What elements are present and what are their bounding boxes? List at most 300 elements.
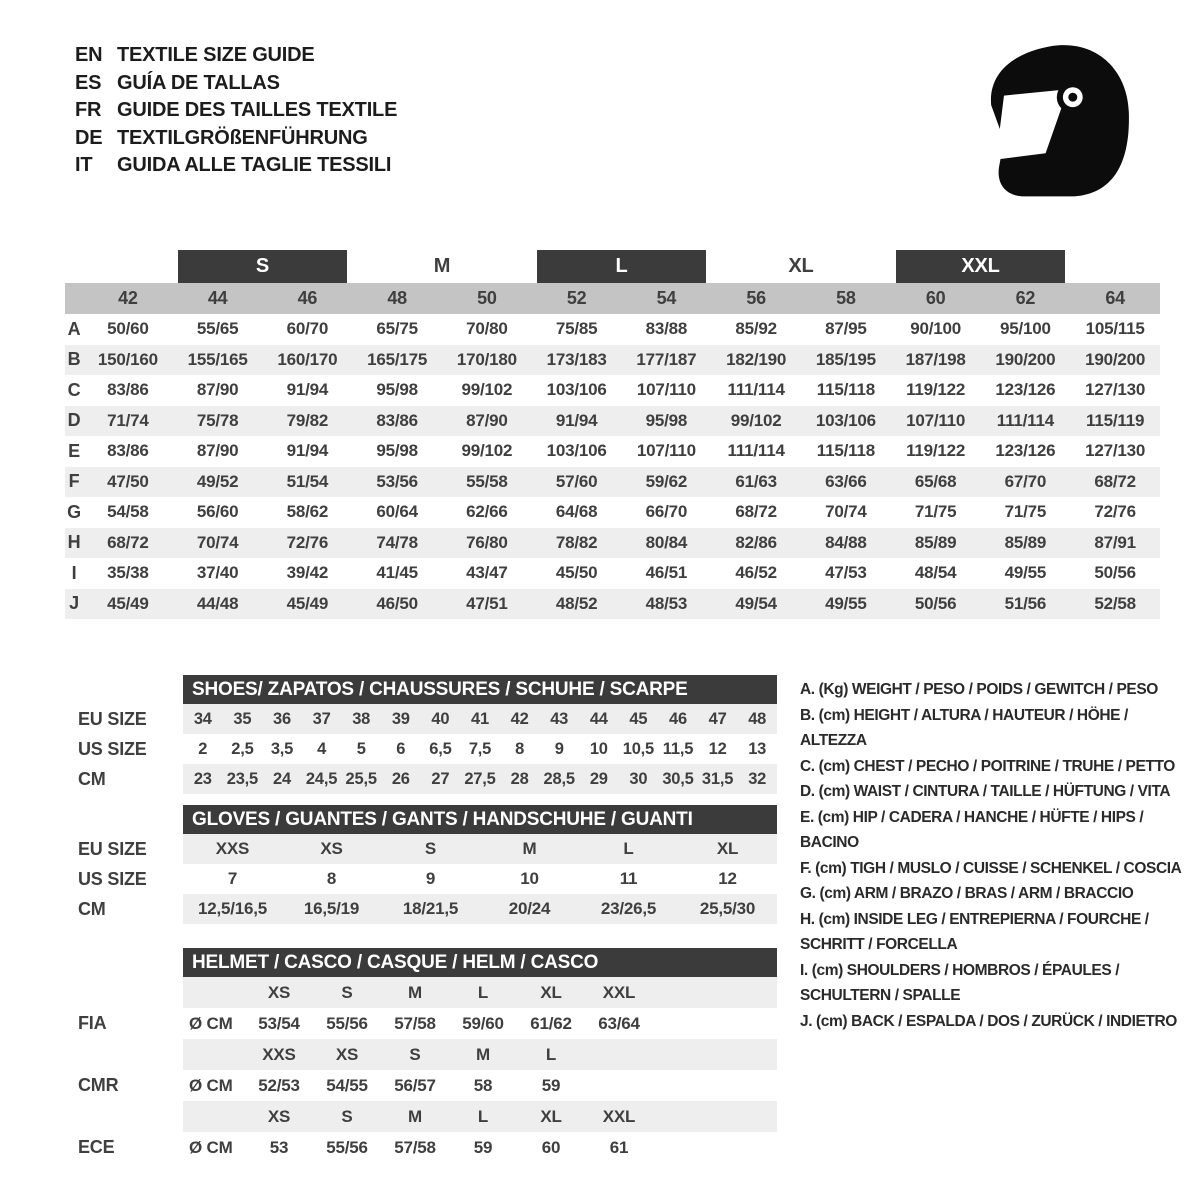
size-table-row [65, 467, 1160, 498]
size-value-cell: 51/54 [286, 471, 329, 491]
helmet-size-value: 54/55 [326, 1075, 368, 1095]
size-value-cell: 57/60 [555, 471, 598, 491]
size-value-cell: 45/49 [286, 593, 329, 613]
language-row [75, 152, 397, 180]
helmet-table-row [78, 1039, 783, 1070]
language-code: DE [75, 126, 103, 149]
helmet-size-value: S [341, 1106, 353, 1126]
language-row [75, 125, 397, 153]
size-value-cell: 75/78 [196, 410, 239, 430]
legend-item: E. (cm) HIP / CADERA / HANCHE / HÜFTE / HIPS / BACINO [800, 808, 1144, 851]
size-value-cell: 76/80 [466, 532, 508, 552]
size-value-cell: 85/92 [735, 319, 777, 339]
row-label: EU SIZE [78, 838, 147, 859]
shoe-size-value: 24,5 [305, 769, 338, 788]
helmet-size-value: XXS [262, 1044, 296, 1064]
row-values [183, 764, 777, 794]
guide-title: GUÍA DE TALLAS [117, 71, 280, 94]
helmet-size-value: 61/62 [530, 1013, 572, 1033]
shoe-size-value: 48 [748, 709, 767, 728]
helmet-size-value: 59 [473, 1137, 493, 1157]
size-value-cell: 80/84 [645, 532, 688, 552]
shoe-size-value: 25,5 [345, 769, 377, 788]
size-value-cell: 103/106 [815, 410, 876, 430]
size-value-cell: 91/94 [555, 410, 598, 430]
size-table-row [65, 589, 1160, 620]
size-value-cell: 74/78 [376, 532, 418, 552]
size-group-label: XXL [896, 250, 1066, 283]
shoe-size-value: 29 [589, 769, 608, 788]
language-row [75, 42, 397, 70]
shoe-size-value: 24 [273, 769, 291, 788]
glove-size-value: XS [320, 839, 343, 858]
size-value-cell: 45/49 [107, 593, 149, 613]
shoes-table-row [78, 734, 783, 764]
helmet-size-value: S [341, 982, 353, 1002]
shoe-size-value: 37 [312, 709, 331, 728]
glove-size-value: XL [716, 839, 739, 858]
shoe-size-value: 4 [317, 739, 327, 758]
size-value-cell: 48/53 [645, 593, 688, 613]
helmet-table-row [78, 977, 783, 1008]
legend-item: A. (Kg) WEIGHT / PESO / POIDS / GEWITCH / PESO [800, 681, 1158, 698]
size-value-cell: 63/66 [825, 471, 867, 491]
row-label: CM [78, 898, 106, 919]
shoes-table-row [78, 704, 783, 734]
size-value-cell: 65/75 [376, 319, 418, 339]
size-value-cell: 160/170 [277, 349, 338, 369]
size-value-cell: 39/42 [286, 563, 329, 583]
shoe-size-value: 8 [515, 739, 525, 758]
size-value-cell: 91/94 [286, 380, 329, 400]
diameter-unit-label: Ø CM [189, 1075, 233, 1095]
numeric-size-label: 50 [477, 288, 497, 308]
row-values [183, 704, 777, 734]
helmet-size-value: M [408, 982, 422, 1002]
size-value-cell: 58/62 [286, 502, 329, 522]
row-values [183, 977, 777, 1008]
size-value-cell: 123/126 [995, 441, 1056, 461]
shoe-size-value: 34 [193, 709, 212, 728]
size-value-cell: 78/82 [555, 532, 598, 552]
size-value-cell: 79/82 [286, 410, 329, 430]
glove-size-value: 16,5/19 [303, 899, 360, 918]
standard-label: ECE [78, 1137, 115, 1157]
helmet-size-value: M [408, 1106, 422, 1126]
size-value-cell: 83/86 [107, 380, 149, 400]
numeric-size-label: 44 [207, 288, 228, 308]
shoe-size-value: 23,5 [226, 769, 259, 788]
helmet-size-value: XL [540, 982, 562, 1002]
row-values [183, 864, 777, 894]
size-value-cell: 105/115 [1085, 319, 1145, 339]
row-values [183, 1039, 777, 1070]
legend-item: H. (cm) INSIDE LEG / ENTREPIERNA / FOURCHE / SCHRITT / FORCELLA [800, 910, 1149, 953]
glove-size-value: 12,5/16,5 [197, 899, 268, 918]
numeric-size-label: 46 [297, 288, 318, 308]
shoe-size-value: 42 [510, 709, 529, 728]
size-table-row [65, 436, 1160, 467]
helmet-size-value: 60 [541, 1137, 561, 1157]
size-value-cell: 75/85 [555, 319, 598, 339]
size-value-cell: 127/130 [1085, 441, 1146, 461]
glove-size-value: 12 [718, 869, 737, 888]
size-value-cell: 72/76 [1094, 502, 1136, 522]
size-value-cell: 111/114 [727, 380, 785, 400]
guide-title: TEXTILGRÖßENFÜHRUNG [117, 126, 368, 149]
size-value-cell: 46/50 [376, 593, 418, 613]
glove-size-value: 20/24 [508, 899, 551, 918]
size-value-cell: 49/54 [735, 593, 777, 613]
size-group-header-row [65, 250, 1160, 283]
size-value-cell: 67/70 [1004, 471, 1047, 491]
glove-size-value: 8 [326, 869, 337, 888]
size-value-cell: 60/70 [286, 319, 329, 339]
row-label: EU SIZE [78, 708, 147, 729]
size-value-cell: 173/183 [546, 349, 607, 369]
size-value-cell: 87/90 [196, 380, 239, 400]
size-value-cell: 68/72 [735, 502, 777, 522]
size-value-cell: 68/72 [107, 532, 149, 552]
size-value-cell: 155/165 [187, 349, 248, 369]
size-value-cell: 190/200 [995, 349, 1056, 369]
shoes-table-title: SHOES/ ZAPATOS / CHAUSSURES / SCHUHE / SCARPE [183, 675, 777, 704]
racing-helmet-icon-svg [980, 36, 1140, 216]
helmet-size-value: XS [267, 1106, 291, 1126]
size-value-cell: 119/122 [906, 380, 966, 400]
helmet-size-value: 59/60 [462, 1013, 504, 1033]
helmet-size-value: 55/56 [326, 1137, 368, 1157]
size-value-cell: 68/72 [1094, 471, 1136, 491]
size-value-cell: 50/56 [1094, 563, 1136, 583]
size-value-cell: 45/50 [555, 563, 598, 583]
size-value-cell: 52/58 [1094, 593, 1136, 613]
language-code: EN [75, 44, 103, 67]
size-table-row [65, 558, 1160, 589]
standard-label: FIA [78, 1013, 107, 1033]
size-group-spacer [65, 250, 173, 283]
size-value-cell: 64/68 [555, 502, 598, 522]
helmet-size-value: S [409, 1044, 421, 1064]
shoe-size-value: 39 [391, 709, 410, 728]
size-value-cell: 70/74 [825, 502, 867, 522]
measurement-key: G [67, 501, 81, 522]
size-group-label: M [433, 255, 451, 277]
size-value-cell: 185/195 [815, 349, 876, 369]
shoes-table [78, 675, 783, 794]
guide-title: GUIDE DES TAILLES TEXTILE [117, 99, 398, 122]
size-value-cell: 87/90 [466, 410, 508, 430]
shoe-size-value: 10,5 [622, 739, 655, 758]
language-row [75, 70, 397, 98]
glove-size-value: XXS [215, 839, 250, 858]
row-values [183, 1070, 777, 1101]
diameter-unit-label: Ø CM [189, 1013, 233, 1033]
helmet-size-value: 63/64 [598, 1013, 640, 1033]
size-value-cell: 115/119 [1086, 410, 1145, 430]
size-value-cell: 47/53 [825, 563, 867, 583]
helmet-size-value: 57/58 [394, 1013, 436, 1033]
shoes-table-body [78, 704, 783, 794]
size-value-cell: 51/56 [1004, 593, 1047, 613]
size-value-cell: 85/89 [1004, 532, 1047, 552]
glove-size-value: 11 [619, 869, 638, 888]
shoe-size-value: 30,5 [662, 769, 694, 788]
gloves-table [78, 805, 783, 924]
helmet-size-value: XS [335, 1044, 359, 1064]
helmet-size-value: 53 [269, 1137, 289, 1157]
size-value-cell: 90/100 [910, 319, 962, 339]
helmet-size-value: 58 [473, 1075, 493, 1095]
helmet-size-value: L [545, 1044, 557, 1064]
size-value-cell: 165/175 [367, 349, 428, 369]
size-value-cell: 50/60 [107, 319, 149, 339]
size-value-cell: 37/40 [196, 563, 239, 583]
gloves-table-row [78, 894, 783, 924]
shoe-size-value: 35 [233, 709, 252, 728]
legend-item: J. (cm) BACK / ESPALDA / DOS / ZURÜCK / INDIETRO [800, 1012, 1177, 1030]
size-value-cell: 85/89 [914, 532, 957, 552]
standard-label: CMR [78, 1075, 119, 1095]
shoe-size-value: 3,5 [270, 739, 294, 758]
glove-size-value: 10 [520, 869, 539, 888]
shoe-size-value: 2 [198, 739, 208, 758]
shoe-size-value: 27 [431, 769, 450, 788]
size-value-cell: 35/38 [107, 563, 149, 583]
size-table-row [65, 345, 1160, 376]
size-value-cell: 127/130 [1085, 380, 1146, 400]
glove-size-value: 9 [425, 869, 436, 888]
size-value-cell: 41/45 [376, 563, 418, 583]
size-value-cell: 72/76 [286, 532, 329, 552]
size-value-cell: 99/102 [461, 441, 513, 461]
size-value-cell: 95/98 [376, 380, 418, 400]
row-values [183, 834, 777, 864]
row-values [183, 1101, 777, 1132]
helmet-size-value: 59 [541, 1075, 561, 1095]
size-value-cell: 111/114 [996, 410, 1054, 430]
helmet-table-row [78, 1008, 783, 1039]
size-value-cell: 182/190 [726, 349, 787, 369]
shoe-size-value: 32 [748, 769, 767, 788]
size-value-cell: 70/74 [196, 532, 239, 552]
numeric-size-label: 60 [925, 288, 946, 308]
helmet-size-value: M [476, 1044, 490, 1064]
size-group-label: L [537, 250, 707, 283]
shoe-size-value: 38 [352, 709, 371, 728]
language-code: FR [75, 99, 102, 122]
size-value-cell: 111/114 [727, 441, 785, 461]
shoe-size-value: 28,5 [543, 769, 575, 788]
measurement-key: C [67, 379, 81, 400]
size-value-cell: 49/55 [1004, 563, 1047, 583]
shoe-size-value: 26 [391, 769, 410, 788]
size-value-cell: 95/98 [376, 441, 418, 461]
shoe-size-value: 36 [273, 709, 291, 728]
helmet-size-value: XS [267, 982, 291, 1002]
shoe-size-value: 6 [396, 739, 406, 758]
size-value-cell: 95/100 [999, 319, 1051, 339]
size-value-cell: 84/88 [825, 532, 867, 552]
size-table-row [65, 375, 1160, 406]
helmet-size-value: 53/54 [258, 1013, 300, 1033]
language-code: IT [75, 154, 93, 177]
helmet-table-row [78, 1101, 783, 1132]
size-value-cell: 46/51 [645, 563, 688, 583]
size-value-cell: 107/110 [636, 380, 696, 400]
numeric-size-label: 48 [387, 288, 407, 308]
gloves-table-body [78, 834, 783, 924]
guide-title: TEXTILE SIZE GUIDE [117, 44, 315, 67]
measurement-key: B [67, 349, 81, 370]
size-value-cell: 71/75 [914, 502, 957, 522]
numeric-size-label: 52 [566, 288, 587, 308]
glove-size-value: L [623, 839, 634, 858]
garment-size-table [65, 250, 1160, 619]
size-value-cell: 62/66 [466, 502, 508, 522]
helmet-table-title: HELMET / CASCO / CASQUE / HELM / CASCO [183, 948, 777, 977]
racing-helmet-icon [980, 36, 1140, 216]
helmet-size-value: 56/57 [394, 1075, 436, 1095]
size-value-cell: 83/88 [645, 319, 688, 339]
size-value-cell: 48/54 [914, 563, 957, 583]
helmet-table-row [78, 1132, 783, 1163]
language-title-list [75, 42, 397, 180]
size-value-cell: 170/180 [456, 349, 517, 369]
size-value-cell: 49/55 [825, 593, 867, 613]
row-values [183, 1008, 777, 1039]
shoe-size-value: 7,5 [468, 739, 492, 758]
row-values [183, 734, 777, 764]
language-row [75, 97, 397, 125]
size-value-cell: 53/56 [376, 471, 418, 491]
helmet-table-body [78, 977, 783, 1163]
size-value-cell: 55/65 [196, 319, 239, 339]
size-value-cell: 55/58 [466, 471, 508, 491]
glove-size-value: M [522, 839, 537, 858]
size-value-cell: 107/110 [636, 441, 696, 461]
size-value-cell: 46/52 [735, 563, 777, 583]
size-table-row [65, 406, 1160, 437]
size-value-cell: 61/63 [735, 471, 777, 491]
shoe-size-value: 6,5 [429, 739, 452, 758]
size-value-cell: 82/86 [735, 532, 777, 552]
size-value-cell: 65/68 [914, 471, 957, 491]
shoe-size-value: 2,5 [231, 739, 254, 758]
size-group-label: XL [788, 255, 814, 277]
helmet-table-row [78, 1070, 783, 1101]
size-value-cell: 60/64 [376, 502, 418, 522]
shoe-size-value: 40 [431, 709, 450, 728]
size-group-label: S [178, 250, 348, 283]
size-value-cell: 115/118 [816, 380, 875, 400]
size-value-cell: 70/80 [466, 319, 508, 339]
measurement-key: J [69, 593, 79, 614]
measurement-key: A [67, 318, 81, 339]
size-value-cell: 187/198 [905, 349, 966, 369]
helmet-size-value: XXL [602, 1106, 636, 1126]
legend-item: B. (cm) HEIGHT / ALTURA / HAUTEUR / HÖHE / ALTEZZA [800, 706, 1128, 749]
legend-item: C. (cm) CHEST / PECHO / POITRINE / TRUHE / PETTO [800, 757, 1175, 775]
glove-size-value: S [424, 839, 437, 858]
shoe-size-value: 13 [748, 739, 767, 758]
size-value-cell: 119/122 [906, 441, 966, 461]
size-value-cell: 44/48 [196, 593, 239, 613]
row-values [183, 1132, 777, 1163]
shoe-size-value: 10 [589, 739, 608, 758]
size-value-cell: 47/50 [107, 471, 149, 491]
shoe-size-value: 12 [708, 739, 727, 758]
shoe-size-value: 44 [589, 709, 608, 728]
numeric-size-header-row [65, 283, 1160, 314]
shoe-size-value: 47 [708, 709, 727, 728]
helmet-size-value: XL [540, 1106, 562, 1126]
size-value-cell: 83/86 [376, 410, 418, 430]
row-label: US SIZE [78, 868, 147, 889]
shoe-size-value: 27,5 [464, 769, 496, 788]
size-value-cell: 71/75 [1004, 502, 1047, 522]
glove-size-value: 7 [227, 869, 238, 888]
numeric-size-label: 54 [656, 288, 677, 308]
row-label: US SIZE [78, 738, 147, 759]
size-value-cell: 59/62 [645, 471, 688, 491]
size-table-body [65, 314, 1160, 619]
numeric-size-label: 64 [1105, 288, 1125, 308]
size-value-cell: 47/51 [466, 593, 508, 613]
helmet-size-value: 52/53 [258, 1075, 300, 1095]
shoe-size-value: 46 [669, 709, 687, 728]
gloves-table-row [78, 864, 783, 894]
accessory-size-tables [78, 675, 783, 1163]
numeric-size-label: 62 [1015, 288, 1036, 308]
helmet-size-value: L [477, 1106, 489, 1126]
size-value-cell: 99/102 [730, 410, 782, 430]
helmet-size-value: 57/58 [394, 1137, 436, 1157]
helmet-size-value: XXL [602, 982, 636, 1002]
numeric-size-label: 56 [746, 288, 766, 308]
measurement-key: F [68, 471, 80, 492]
measurement-key: E [68, 440, 80, 461]
glove-size-value: 25,5/30 [699, 899, 756, 918]
shoe-size-value: 43 [550, 709, 569, 728]
size-value-cell: 95/98 [645, 410, 688, 430]
measurement-legend [800, 677, 1192, 1034]
legend-item: I. (cm) SHOULDERS / HOMBROS / ÉPAULES / SCHULTERN / SPALLE [800, 961, 1120, 1004]
shoe-size-value: 23 [193, 769, 212, 788]
size-value-cell: 87/91 [1094, 532, 1136, 552]
size-value-cell: 43/47 [466, 563, 508, 583]
size-value-cell: 50/56 [914, 593, 957, 613]
size-value-cell: 115/118 [816, 441, 875, 461]
row-values [183, 894, 777, 924]
shoe-size-value: 5 [356, 739, 366, 758]
diameter-unit-label: Ø CM [189, 1137, 233, 1157]
gloves-table-row [78, 834, 783, 864]
row-label: CM [78, 768, 106, 789]
size-value-cell: 177/187 [636, 349, 697, 369]
legend-item: F. (cm) TIGH / MUSLO / CUISSE / SCHENKEL / COSCIA [800, 859, 1182, 877]
size-value-cell: 99/102 [461, 380, 513, 400]
size-table-row [65, 528, 1160, 559]
helmet-size-value: 55/56 [326, 1013, 368, 1033]
helmet-table [78, 948, 783, 1163]
shoe-size-value: 11,5 [662, 739, 694, 758]
shoe-size-value: 41 [471, 709, 489, 728]
helmet-size-value: L [477, 982, 489, 1002]
guide-title: GUIDA ALLE TAGLIE TESSILI [117, 154, 392, 177]
shoe-size-value: 30 [629, 769, 648, 788]
size-value-cell: 49/52 [196, 471, 239, 491]
